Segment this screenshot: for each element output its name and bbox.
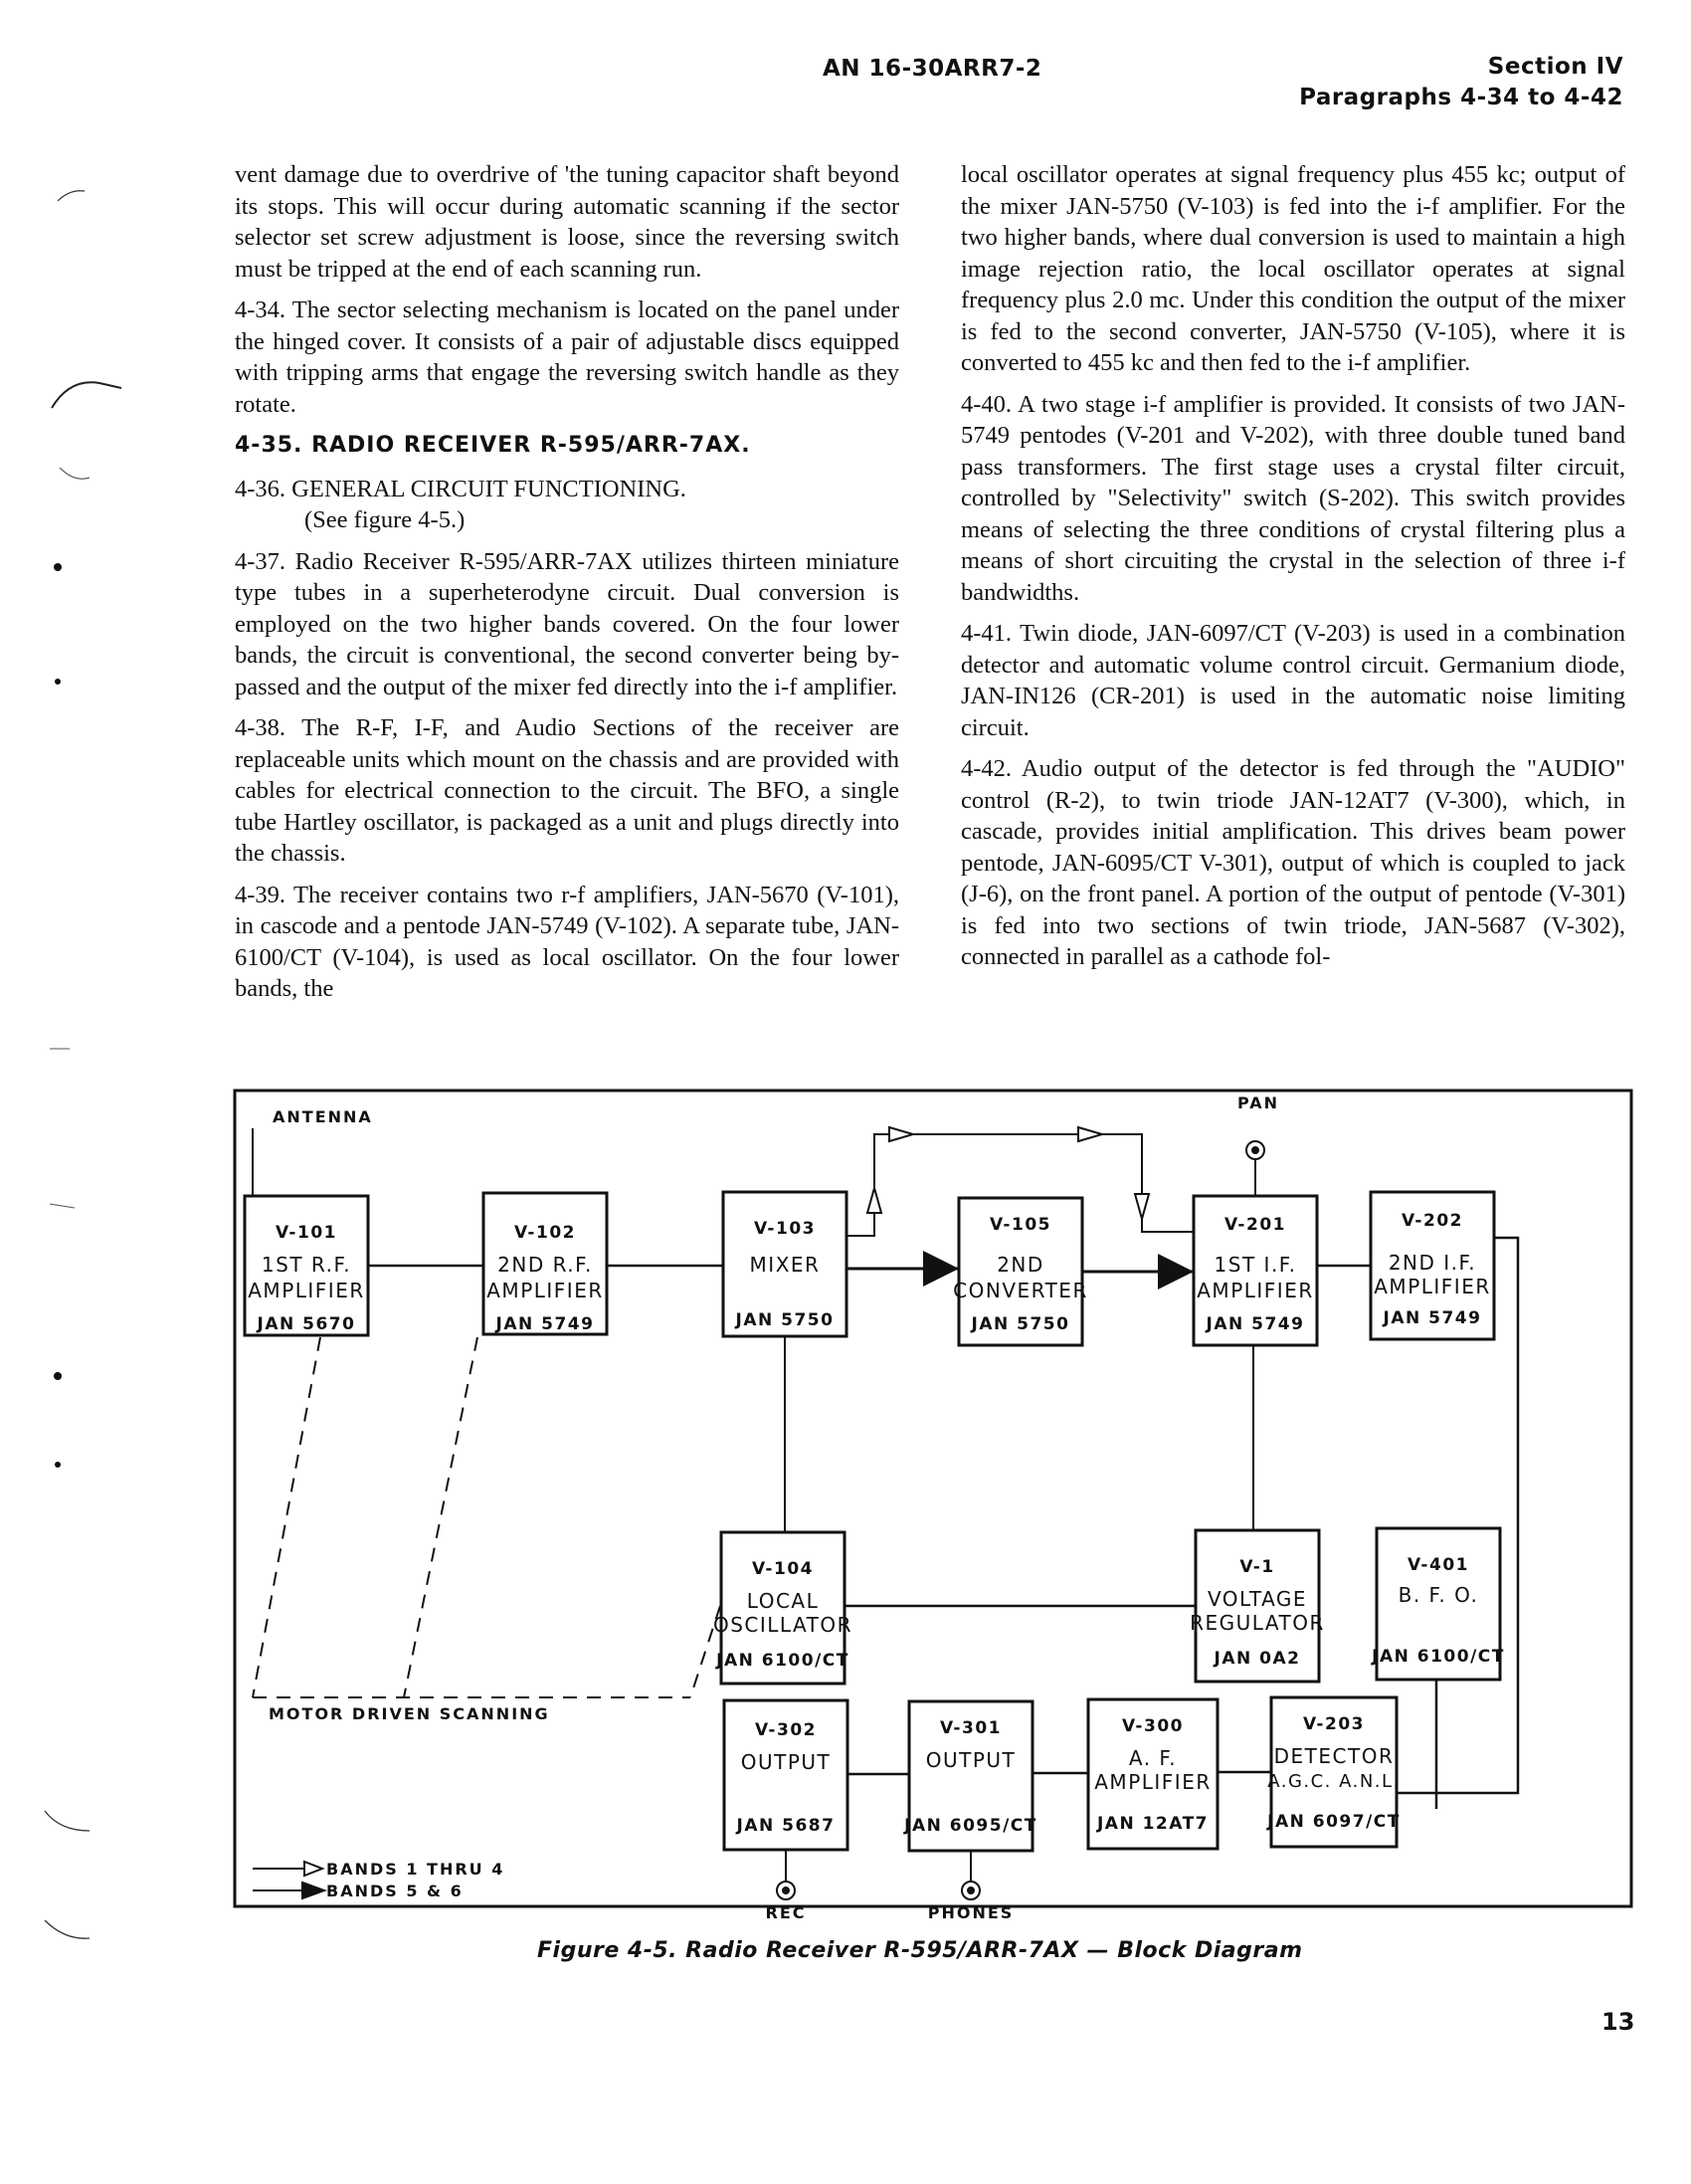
v203-id: V-203 bbox=[1303, 1714, 1365, 1734]
v105-line1: 2ND bbox=[997, 1253, 1044, 1277]
v300-id: V-300 bbox=[1122, 1716, 1184, 1736]
v201-id: V-201 bbox=[1224, 1215, 1286, 1235]
text-column-right bbox=[961, 159, 1625, 983]
heading-4-35: 4-35. RADIO RECEIVER R-595/ARR-7AX. bbox=[235, 433, 751, 458]
v203-tube: JAN 6097/CT bbox=[1267, 1812, 1401, 1832]
v401-id: V-401 bbox=[1408, 1555, 1469, 1575]
v1-line2: REGULATOR bbox=[1190, 1611, 1325, 1635]
v302-line1: OUTPUT bbox=[740, 1750, 832, 1774]
v300-line2: AMPLIFIER bbox=[1094, 1770, 1212, 1794]
v301-tube: JAN 6095/CT bbox=[904, 1816, 1037, 1836]
paragraph-4-40: 4-40. A two stage i-f amplifier is provided. It consists of two JAN-5749 pentodes (V-201 and V-202), with three double tuned band pass transformers. The first stage uses a crystal filter circuit, controlled by "Selectivity" switch (S-202). This switch provides means of selecting the three conditions of crystal filtering plus a means of short circuiting the crystal in the selection of three i-f bandwidths. bbox=[961, 390, 1625, 606]
v102-id: V-102 bbox=[514, 1223, 576, 1243]
paragraph-continued: local oscillator operates at signal frequency plus 455 kc; output of the mixer JAN-5750 (V-103) is fed into the i-f amplifier. For the two higher bands, where dual conversion is used to maintain a high image rejection ratio, the local oscillator operates at signal frequency plus 2.0 mc. Under this condition the output of the mixer is fed to the second converter, JAN-5750 (V-105), where it is converted to 455 kc and then fed to the i-f amplifier. bbox=[961, 161, 1625, 376]
v101-line2: AMPLIFIER bbox=[248, 1279, 365, 1302]
v300-tube: JAN 12AT7 bbox=[1096, 1814, 1210, 1834]
section-title: Section IV bbox=[1487, 54, 1623, 80]
pan-label: PAN bbox=[1237, 1093, 1280, 1112]
legend-filled-arrow-label: BANDS 5 & 6 bbox=[326, 1882, 464, 1900]
v401-tube: JAN 6100/CT bbox=[1372, 1647, 1505, 1667]
paragraph-4-34: 4-34. The sector selecting mechanism is located on the panel under the hinged cover. It consists of a pair of adjustable discs equipped with tripping arms that engage the reversing switch handle as they rotate. bbox=[235, 297, 899, 418]
v105-tube: JAN 5750 bbox=[971, 1314, 1070, 1334]
v301-id: V-301 bbox=[940, 1718, 1002, 1738]
v103-id: V-103 bbox=[754, 1219, 816, 1239]
figure-reference: (See figure 4-5.) bbox=[304, 506, 466, 533]
v202-tube: JAN 5749 bbox=[1383, 1308, 1482, 1328]
legend-open-arrow-label: BANDS 1 THRU 4 bbox=[326, 1860, 505, 1879]
v203-line1: DETECTOR bbox=[1273, 1744, 1395, 1768]
v202-line1: 2ND I.F. bbox=[1388, 1251, 1477, 1275]
antenna-label: ANTENNA bbox=[273, 1107, 373, 1126]
rec-label: REC bbox=[765, 1903, 807, 1922]
v104-id: V-104 bbox=[752, 1559, 814, 1579]
v101-line1: 1ST R.F. bbox=[261, 1253, 352, 1277]
v300-line1: A. F. bbox=[1128, 1746, 1178, 1770]
binder-marks bbox=[30, 189, 129, 2030]
motor-scanning-label: MOTOR DRIVEN SCANNING bbox=[269, 1704, 550, 1723]
v104-line1: LOCAL bbox=[746, 1589, 820, 1613]
v101-tube: JAN 5670 bbox=[257, 1314, 356, 1334]
v102-line2: AMPLIFIER bbox=[486, 1279, 604, 1302]
v104-tube: JAN 6100/CT bbox=[716, 1651, 849, 1671]
v301-line1: OUTPUT bbox=[925, 1748, 1017, 1772]
text-column-left bbox=[235, 159, 899, 1015]
paragraph-range: Paragraphs 4-34 to 4-42 bbox=[1299, 85, 1623, 110]
v203-line2: A.G.C. A.N.L. bbox=[1267, 1771, 1401, 1792]
v105-line2: CONVERTER bbox=[953, 1279, 1088, 1302]
v101-id: V-101 bbox=[276, 1223, 337, 1243]
v103-tube: JAN 5750 bbox=[735, 1310, 835, 1330]
block-diagram bbox=[233, 1089, 1635, 1922]
paragraph-4-37: 4-37. Radio Receiver R-595/ARR-7AX utilizes thirteen miniature type tubes in a superheterodyne circuit. Dual conversion is employed on the two higher bands covered. On the four lower bands, the circuit is conventional, the second converter being by-passed and the output of the mixer fed directly into the i-f amplifier. bbox=[235, 547, 899, 700]
v1-line1: VOLTAGE bbox=[1207, 1587, 1308, 1611]
v201-tube: JAN 5749 bbox=[1206, 1314, 1305, 1334]
v202-line2: AMPLIFIER bbox=[1374, 1275, 1491, 1298]
v105-id: V-105 bbox=[990, 1215, 1051, 1235]
section-reference bbox=[1299, 52, 1623, 113]
v102-tube: JAN 5749 bbox=[495, 1314, 595, 1334]
paragraph-continued: vent damage due to overdrive of 'the tuning capacitor shaft beyond its stops. This will occur during automatic scanning if the sector selector set screw adjustment is loose, since the reversing switch must be tripped at the end of each scanning run. bbox=[235, 161, 899, 283]
document-number: AN 16-30ARR7-2 bbox=[823, 56, 1042, 82]
v302-tube: JAN 5687 bbox=[736, 1816, 836, 1836]
v201-line1: 1ST I.F. bbox=[1214, 1253, 1297, 1277]
v1-tube: JAN 0A2 bbox=[1214, 1649, 1301, 1669]
v202-id: V-202 bbox=[1402, 1211, 1463, 1231]
heading-4-36 bbox=[235, 474, 899, 536]
paragraph-4-42: 4-42. Audio output of the detector is fed through the "AUDIO" control (R-2), to twin triode JAN-12AT7 (V-300), which, in cascade, provides initial amplification. This drives beam power pentode, JAN-6095/CT V-301), output of which is coupled to jack (J-6), on the front panel. A portion of the output of pentode (V-301) is fed into two sections of twin triode, JAN-5687 (V-302), connected in parallel as a cathode fol- bbox=[961, 755, 1625, 970]
paragraph-4-38: 4-38. The R-F, I-F, and Audio Sections of the receiver are replaceable units which mount on the chassis and are provided with cables for electrical connection to the circuit. The BFO, a single tube Hartley oscillator, is packaged as a unit and plugs directly into the chassis. bbox=[235, 714, 899, 867]
v302-id: V-302 bbox=[755, 1720, 817, 1740]
paragraph-4-39: 4-39. The receiver contains two r-f amplifiers, JAN-5670 (V-101), in cascode and a pentode JAN-5749 (V-102). A separate tube, JAN-6100/CT (V-104), is used as local oscillator. On the four lower bands, the bbox=[235, 881, 899, 1002]
v104-line2: OSCILLATOR bbox=[712, 1613, 853, 1637]
v401-line1: B. F. O. bbox=[1398, 1583, 1479, 1607]
heading-4-36-title: 4-36. GENERAL CIRCUIT FUNCTIONING. bbox=[235, 475, 686, 502]
v1-id: V-1 bbox=[1239, 1557, 1275, 1577]
figure-caption: Figure 4-5. Radio Receiver R-595/ARR-7AX — Block Diagram bbox=[537, 1938, 1303, 1963]
v102-line1: 2ND R.F. bbox=[497, 1253, 593, 1277]
page-number: 13 bbox=[1601, 2008, 1635, 2036]
phones-label: PHONES bbox=[927, 1903, 1015, 1922]
v201-line2: AMPLIFIER bbox=[1197, 1279, 1314, 1302]
v103-line1: MIXER bbox=[749, 1253, 821, 1277]
paragraph-4-41: 4-41. Twin diode, JAN-6097/CT (V-203) is used in a combination detector and automatic volume control circuit. Germanium diode, JAN-IN126 (CR-201) is used in the automatic noise limiting circuit. bbox=[961, 620, 1625, 741]
